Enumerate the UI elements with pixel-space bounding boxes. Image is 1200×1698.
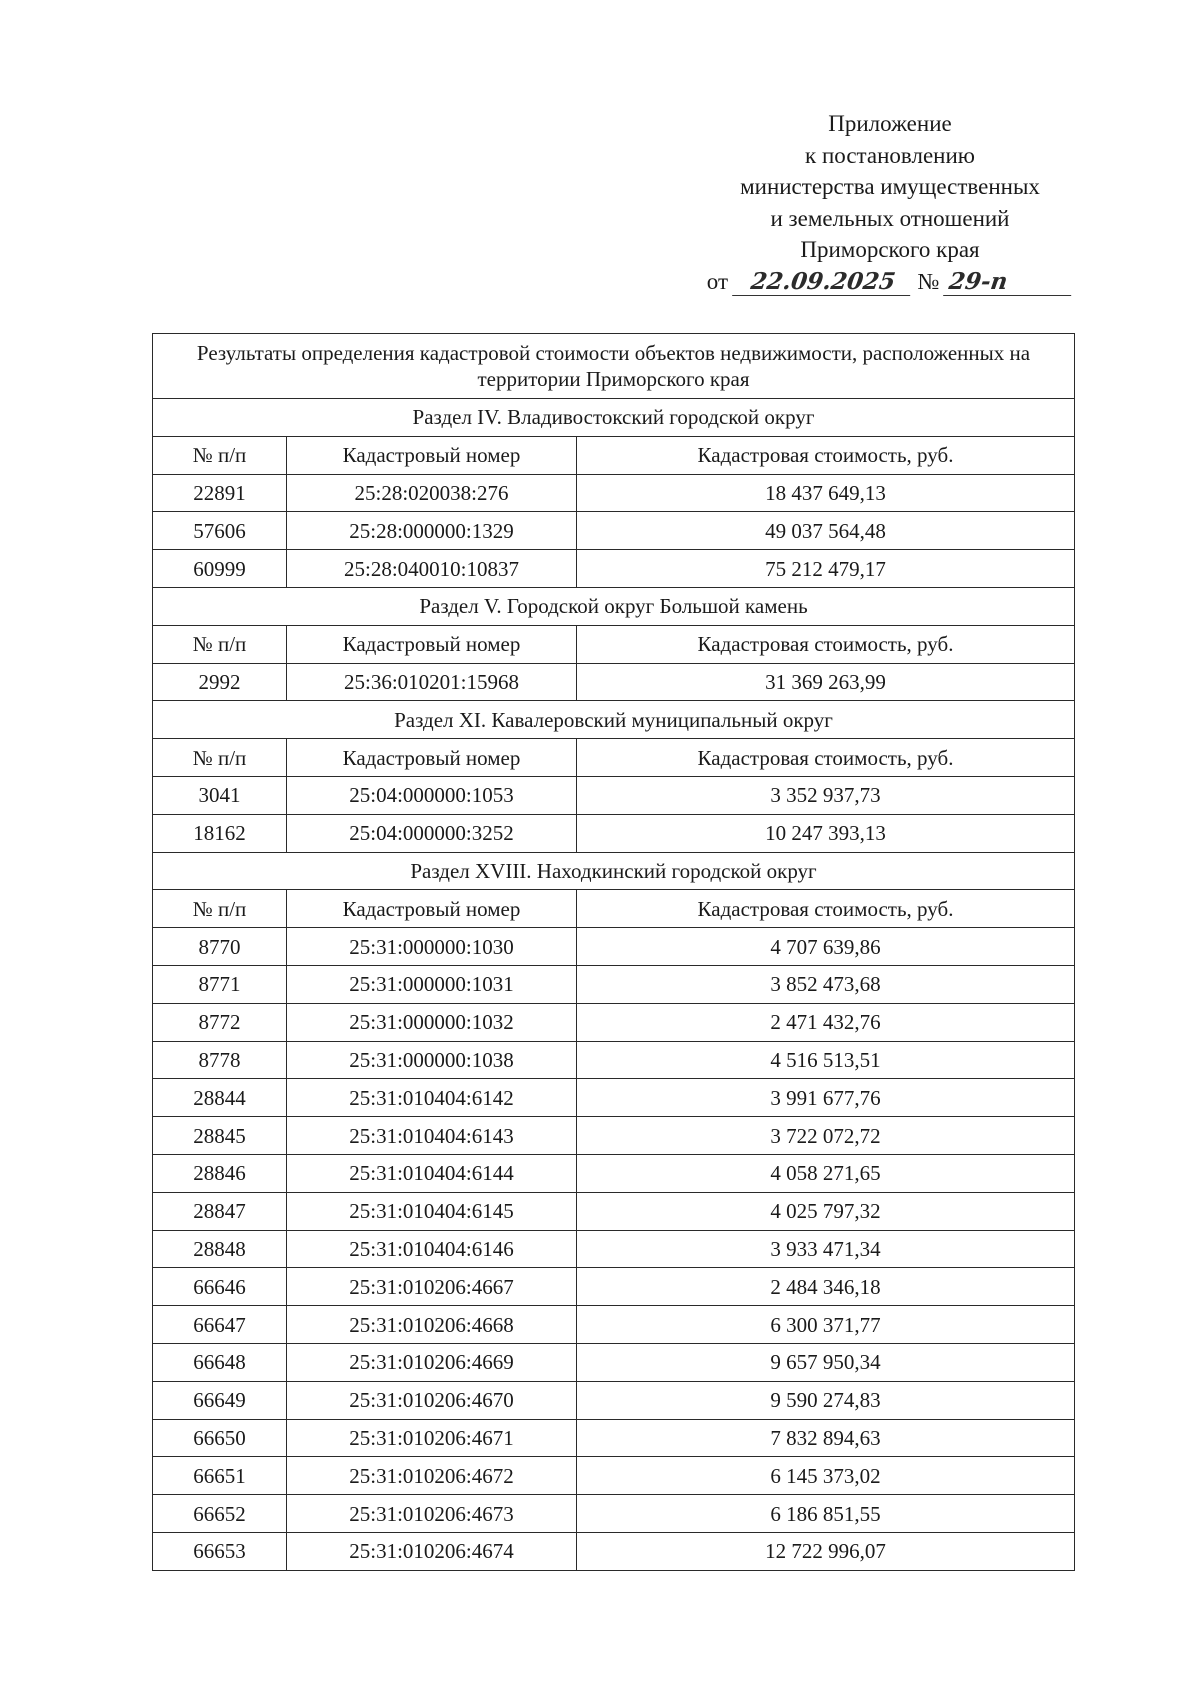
cadastral-number-cell: 25:31:010404:6143 [287,1117,577,1155]
cadastral-value-cell: 4 058 271,65 [577,1154,1075,1192]
table-row [153,512,1075,550]
header-line: Приложение [828,111,952,136]
table-row [153,1381,1075,1419]
row-number-cell: 28848 [153,1230,287,1268]
cadastral-number-cell: 25:28:020038:276 [287,474,577,512]
cadastral-value-cell: 75 212 479,17 [577,550,1075,588]
cadastral-value-cell: 9 657 950,34 [577,1343,1075,1381]
column-header-row [153,739,1075,777]
section-title: Раздел V. Городской округ Большой камень [153,587,1075,625]
handwritten-number: 29-п [943,269,1075,296]
row-number-cell: 8771 [153,965,287,1003]
section-row [153,399,1075,437]
cadastral-number-cell: 25:31:000000:1031 [287,965,577,1003]
cadastral-number-cell: 25:31:010206:4673 [287,1495,577,1533]
table-row [153,1154,1075,1192]
col-header-cadastral-number: Кадастровый номер [287,625,577,663]
cadastral-number-cell: 25:31:000000:1038 [287,1041,577,1079]
table-title-row [153,334,1075,399]
row-number-cell: 18162 [153,814,287,852]
section-title: Раздел XVIII. Находкинский городской округ [153,852,1075,890]
cadastral-value-cell: 9 590 274,83 [577,1381,1075,1419]
col-header-cadastral-value: Кадастровая стоимость, руб. [577,890,1075,928]
cadastral-value-cell: 4 516 513,51 [577,1041,1075,1079]
section-row [153,852,1075,890]
cadastral-value-cell: 31 369 263,99 [577,663,1075,701]
row-number-cell: 8770 [153,928,287,966]
appendix-header [700,108,1080,297]
col-header-number: № п/п [153,436,287,474]
row-number-cell: 66646 [153,1268,287,1306]
col-header-number: № п/п [153,625,287,663]
section-row [153,587,1075,625]
header-line: Приморского края [800,237,980,262]
col-header-cadastral-value: Кадастровая стоимость, руб. [577,739,1075,777]
col-header-number: № п/п [153,739,287,777]
table-row [153,550,1075,588]
column-header-row [153,890,1075,928]
cadastral-value-cell: 10 247 393,13 [577,814,1075,852]
table-row [153,1041,1075,1079]
column-header-row [153,625,1075,663]
table-row [153,1343,1075,1381]
col-header-cadastral-number: Кадастровый номер [287,436,577,474]
cadastral-value-cell: 3 352 937,73 [577,776,1075,814]
table-row [153,1306,1075,1344]
cadastral-number-cell: 25:31:010206:4667 [287,1268,577,1306]
cadastral-value-cell: 3 722 072,72 [577,1117,1075,1155]
col-header-cadastral-number: Кадастровый номер [287,739,577,777]
cadastral-value-cell: 4 025 797,32 [577,1192,1075,1230]
decree-date-line [700,266,1080,298]
cadastral-value-cell: 4 707 639,86 [577,928,1075,966]
row-number-cell: 8772 [153,1003,287,1041]
row-number-cell: 66650 [153,1419,287,1457]
table-row [153,1079,1075,1117]
cadastral-value-cell: 2 471 432,76 [577,1003,1075,1041]
cadastral-number-cell: 25:31:010404:6142 [287,1079,577,1117]
cadastral-value-table [152,333,1075,1571]
section-title: Раздел IV. Владивостокский городской округ [153,399,1075,437]
cadastral-number-cell: 25:28:040010:10837 [287,550,577,588]
cadastral-number-cell: 25:04:000000:3252 [287,814,577,852]
cadastral-value-cell: 7 832 894,63 [577,1419,1075,1457]
table-row [153,1532,1075,1570]
row-number-cell: 60999 [153,550,287,588]
row-number-cell: 66653 [153,1532,287,1570]
col-header-cadastral-value: Кадастровая стоимость, руб. [577,436,1075,474]
table-row [153,776,1075,814]
row-number-cell: 66647 [153,1306,287,1344]
table-row [153,965,1075,1003]
cadastral-value-cell: 3 852 473,68 [577,965,1075,1003]
row-number-cell: 28845 [153,1117,287,1155]
cadastral-number-cell: 25:04:000000:1053 [287,776,577,814]
table-row [153,1117,1075,1155]
row-number-cell: 66652 [153,1495,287,1533]
cadastral-number-cell: 25:31:010206:4674 [287,1532,577,1570]
cadastral-number-cell: 25:31:010404:6146 [287,1230,577,1268]
cadastral-number-cell: 25:31:010404:6144 [287,1154,577,1192]
cadastral-value-cell: 3 933 471,34 [577,1230,1075,1268]
table-row [153,474,1075,512]
cadastral-number-cell: 25:36:010201:15968 [287,663,577,701]
table-row [153,663,1075,701]
cadastral-number-cell: 25:31:010206:4669 [287,1343,577,1381]
col-header-cadastral-number: Кадастровый номер [287,890,577,928]
table-title: Результаты определения кадастровой стоимости объектов недвижимости, расположенных на территории Приморского края [153,334,1075,399]
cadastral-number-cell: 25:31:010404:6145 [287,1192,577,1230]
cadastral-number-cell: 25:31:010206:4670 [287,1381,577,1419]
section-row [153,701,1075,739]
table-row [153,928,1075,966]
cadastral-value-cell: 6 300 371,77 [577,1306,1075,1344]
cadastral-number-cell: 25:31:000000:1032 [287,1003,577,1041]
cadastral-number-cell: 25:31:000000:1030 [287,928,577,966]
cadastral-number-cell: 25:31:010206:4671 [287,1419,577,1457]
cadastral-value-cell: 12 722 996,07 [577,1532,1075,1570]
row-number-cell: 8778 [153,1041,287,1079]
cadastral-number-cell: 25:28:000000:1329 [287,512,577,550]
section-title: Раздел XI. Кавалеровский муниципальный округ [153,701,1075,739]
handwritten-date: 22.09.2025 [732,269,914,296]
table-row [153,1192,1075,1230]
header-line: к постановлению [805,142,975,168]
number-prefix: № [917,268,940,294]
cadastral-value-cell: 3 991 677,76 [577,1079,1075,1117]
table-row [153,1419,1075,1457]
cadastral-value-cell: 49 037 564,48 [577,512,1075,550]
row-number-cell: 28846 [153,1154,287,1192]
row-number-cell: 66651 [153,1457,287,1495]
cadastral-number-cell: 25:31:010206:4668 [287,1306,577,1344]
table-row [153,1268,1075,1306]
cadastral-value-cell: 6 186 851,55 [577,1495,1075,1533]
row-number-cell: 2992 [153,663,287,701]
table-row [153,1003,1075,1041]
row-number-cell: 22891 [153,474,287,512]
column-header-row [153,436,1075,474]
row-number-cell: 57606 [153,512,287,550]
row-number-cell: 66648 [153,1343,287,1381]
col-header-cadastral-value: Кадастровая стоимость, руб. [577,625,1075,663]
header-line: министерства имущественных [740,174,1040,199]
table-row [153,814,1075,852]
row-number-cell: 28844 [153,1079,287,1117]
row-number-cell: 3041 [153,776,287,814]
cadastral-value-cell: 18 437 649,13 [577,474,1075,512]
table-row [153,1495,1075,1533]
col-header-number: № п/п [153,890,287,928]
row-number-cell: 66649 [153,1381,287,1419]
table-row [153,1457,1075,1495]
table-row [153,1230,1075,1268]
header-line: и земельных отношений [770,205,1010,231]
cadastral-value-cell: 6 145 373,02 [577,1457,1075,1495]
date-prefix: от [706,268,729,294]
row-number-cell: 28847 [153,1192,287,1230]
cadastral-value-cell: 2 484 346,18 [577,1268,1075,1306]
cadastral-number-cell: 25:31:010206:4672 [287,1457,577,1495]
